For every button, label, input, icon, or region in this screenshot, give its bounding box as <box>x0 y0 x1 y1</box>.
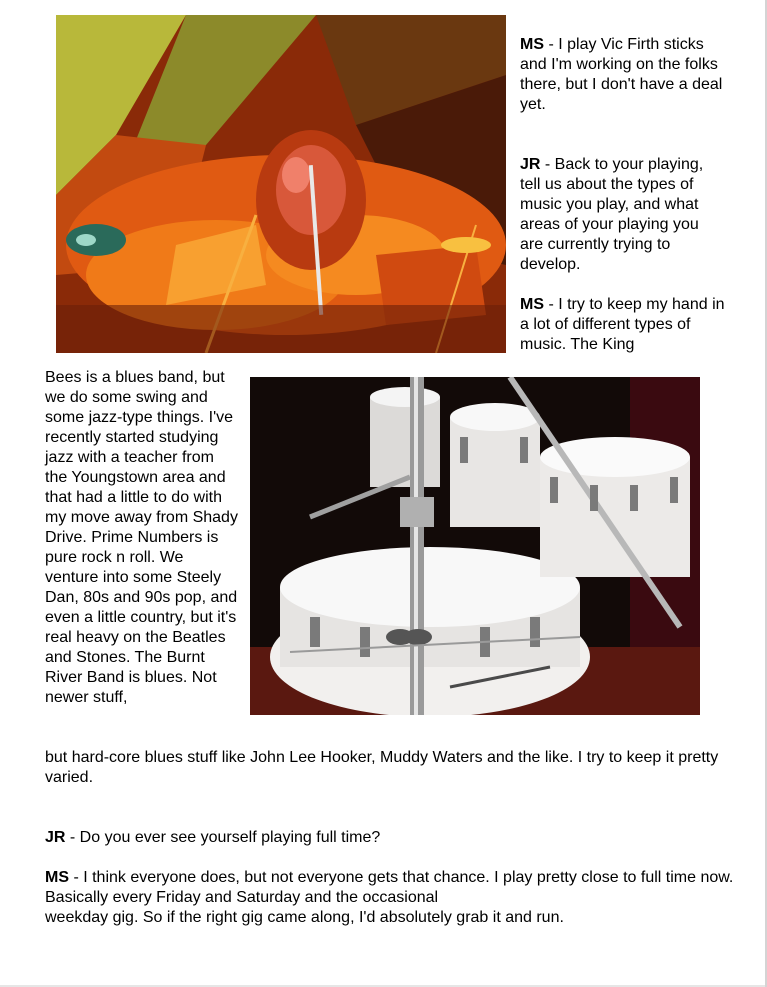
full-width-text <box>45 748 735 928</box>
ms-answer-full-time <box>45 868 735 928</box>
ms-answer-music-continued: Bees is a blues band, but we do some swing and some jazz-type things. I've recently started studying jazz with a teacher from the Youngstown area and that had a little to do with my move away from Shady Drive. Prime Numbers is pure rock n roll. We venture into some Steely Dan, 80s and 90s pop, and even a little country, but it's real heavy on the Beatles and Stones. The Burnt River Band is blues. Not newer stuff, <box>45 369 238 706</box>
ms-answer-music-start <box>520 295 725 355</box>
speaker-ms: MS <box>520 36 544 53</box>
answer-text-line2: weekday gig. So if the right gig came along, I'd absolutely grab it and run. <box>45 909 564 926</box>
right-column-text <box>520 35 725 355</box>
question-text: - Back to your playing, tell us about the types of music you play, and what areas of your playing you are currently trying to develop. <box>520 156 704 273</box>
answer-text: - I play Vic Firth sticks and I'm working on the folks there, but I don't have a deal yet. <box>520 36 723 113</box>
answer-text: - I think everyone does, but not everyone gets that chance. I play pretty close to full time now. Basically every Friday and Saturday and the occasional <box>45 869 734 906</box>
jr-question-music <box>520 155 725 275</box>
drummer-photo <box>56 15 506 353</box>
drum-kit-photo <box>250 377 700 715</box>
ms-answer-sticks <box>520 35 725 115</box>
question-text: - Do you ever see yourself playing full time? <box>65 829 381 846</box>
answer-text: - I try to keep my hand in a lot of different types of music. The King <box>520 296 725 353</box>
ms-answer-music-end: but hard-core blues stuff like John Lee Hooker, Muddy Waters and the like. I try to keep it pretty varied. <box>45 749 719 786</box>
left-column-text <box>45 368 240 708</box>
speaker-ms: MS <box>45 869 69 886</box>
speaker-jr: JR <box>45 829 66 846</box>
jr-question-full-time <box>45 828 735 848</box>
speaker-jr: JR <box>520 156 541 173</box>
speaker-ms: MS <box>520 296 544 313</box>
